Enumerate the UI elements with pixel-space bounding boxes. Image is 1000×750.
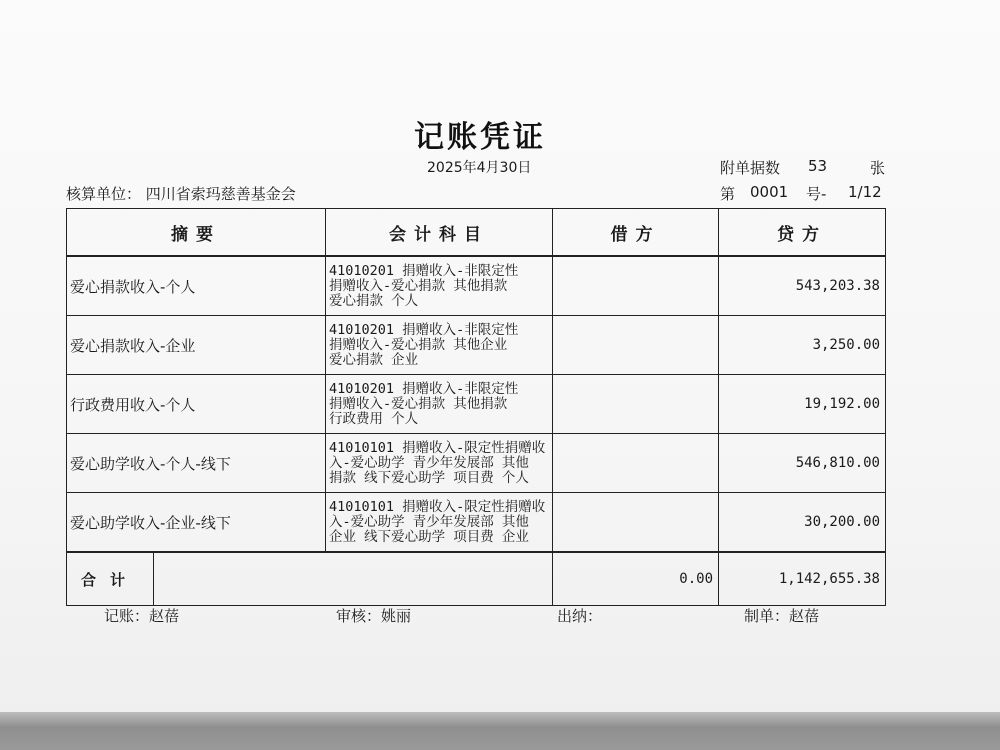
total-label: 合计 [67,552,154,606]
header-row [67,209,886,257]
table-row [67,316,886,375]
row-credit: 3,250.00 [719,316,886,375]
row-debit [553,493,719,553]
voucher-title: 记账凭证 [414,120,546,155]
row-debit [553,375,719,434]
row-subject [326,256,553,316]
subject-line: 入-爱心助学 青少年发展部 其他 [329,454,529,471]
row-summary: 爱心助学收入-企业-线下 [67,493,326,553]
reviewer-label: 审核： [336,607,382,625]
subject-line: 41010101 捐赠收入-限定性捐赠收 [329,439,546,456]
header-summary: 摘要 [67,209,326,257]
row-debit [553,316,719,375]
row-summary: 爱心捐款收入-个人 [67,256,326,316]
preparer-signoff [744,605,819,626]
subject-line: 企业 线下爱心助学 项目费 企业 [329,528,529,545]
total-credit: 1,142,655.38 [719,552,886,606]
subject-line: 捐赠收入-爱心捐款 其他捐款 [329,395,508,412]
row-summary: 爱心捐款收入-企业 [67,316,326,375]
row-debit [553,434,719,493]
table-row [67,434,886,493]
subject-line: 爱心捐款 企业 [329,351,419,368]
preparer-label: 制单： [744,607,790,625]
row-credit: 543,203.38 [719,256,886,316]
voucher-number-prefix: 第 [720,185,736,203]
page-indicator: 1/12 [848,183,882,201]
row-credit: 546,810.00 [719,434,886,493]
header-credit: 贷方 [719,209,886,257]
accounting-unit [66,183,296,204]
scan-background [0,712,1000,750]
preparer-name: 赵蓓 [789,607,820,625]
subject-line: 41010101 捐赠收入-限定性捐赠收 [329,498,546,515]
voucher-number-suffix: 号- [806,185,827,203]
bookkeeper-signoff [104,605,179,626]
subject-line: 41010201 捐赠收入-非限定性 [329,262,519,279]
accounting-unit-name: 四川省索玛慈善基金会 [145,185,296,203]
row-subject [326,493,553,553]
row-debit [553,256,719,316]
cashier-label: 出纳： [557,607,603,625]
total-row [67,552,886,606]
cashier-signoff [557,605,602,626]
table-row [67,256,886,316]
row-credit: 19,192.00 [719,375,886,434]
accounting-unit-label: 核算单位： [66,185,142,203]
row-subject [326,375,553,434]
subject-line: 爱心捐款 个人 [329,292,419,309]
table-row [67,493,886,553]
row-credit: 30,200.00 [719,493,886,553]
row-subject [326,434,553,493]
subject-line: 捐赠收入-爱心捐款 其他企业 [329,336,508,353]
total-blank [154,552,553,606]
subject-line: 41010201 捐赠收入-非限定性 [329,380,519,397]
attachment-unit: 张 [870,159,886,177]
subject-line: 行政费用 个人 [329,410,419,427]
subject-line: 41010201 捐赠收入-非限定性 [329,321,519,338]
row-summary: 爱心助学收入-个人-线下 [67,434,326,493]
subject-line: 捐赠收入-爱心捐款 其他捐款 [329,277,508,294]
row-summary: 行政费用收入-个人 [67,375,326,434]
total-debit: 0.00 [553,552,719,606]
header-debit: 借方 [553,209,719,257]
attachment-label: 附单据数 [720,159,781,177]
voucher-number: 0001 [750,183,789,201]
subject-line: 捐款 线下爱心助学 项目费 个人 [329,469,529,486]
table-row [67,375,886,434]
voucher-table [66,208,886,606]
row-subject [326,316,553,375]
bookkeeper-label: 记账： [104,607,150,625]
subject-line: 入-爱心助学 青少年发展部 其他 [329,513,529,530]
bookkeeper-name: 赵蓓 [149,607,180,625]
attachment-count: 53 [808,157,828,175]
voucher-date: 2025年4月30日 [427,160,532,176]
reviewer-signoff [336,605,411,626]
header-subject: 会计科目 [326,209,553,257]
reviewer-name: 姚丽 [381,607,412,625]
